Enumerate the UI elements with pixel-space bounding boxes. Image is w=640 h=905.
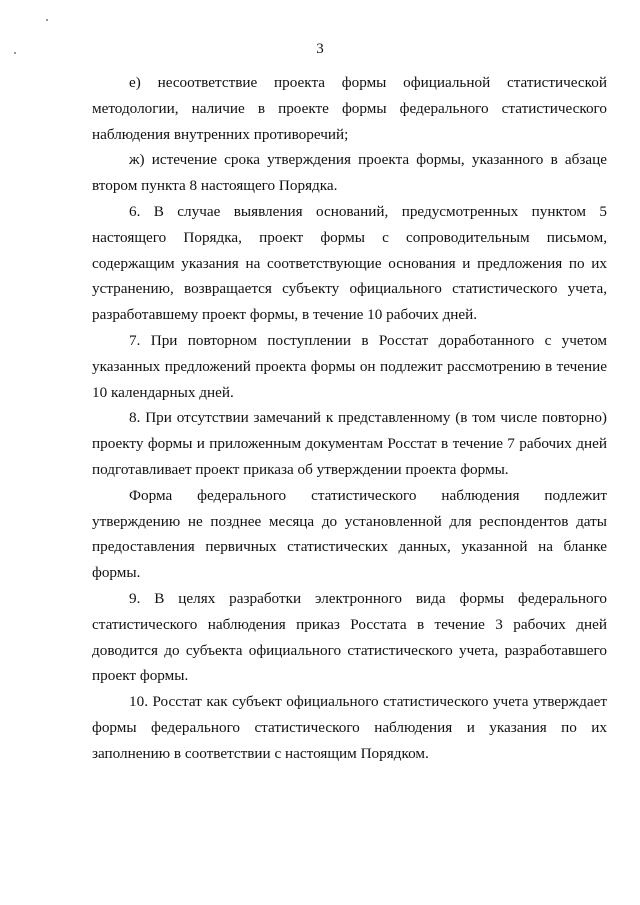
- paragraph-clause-7: 7. При повторном поступлении в Росстат доработанного с учетом указанных предложений проекта формы он подлежит рассмотрению в течение 10 календарных дней.: [92, 331, 607, 401]
- paragraph-item-zh: ж) истечение срока утверждения проекта формы, указанного в абзаце втором пункта 8 настоящего Порядка.: [92, 151, 607, 195]
- paragraph-form-approval: Форма федерального статистического наблюдения подлежит утверждению не позднее месяца до установленной для респондентов даты предоставления первичных статистических данных, указанной на бланке формы.: [92, 486, 607, 582]
- document-body: [92, 70, 607, 767]
- paragraph-clause-6: 6. В случае выявления оснований, предусмотренных пунктом 5 настоящего Порядка, проект формы с сопроводительным письмом, содержащим указания на соответствующие основания и предложения по их устранению, возвращается субъекту официального статистического учета, разработавшему проект формы, в течение 10 рабочих дней.: [92, 202, 607, 324]
- page-number: 3: [316, 41, 324, 57]
- scan-speck: [46, 19, 48, 21]
- paragraph-item-e: е) несоответствие проекта формы официальной статистической методологии, наличие в проекте формы федерального статистического наблюдения внутренних противоречий;: [92, 74, 607, 143]
- scan-speck: [14, 52, 16, 54]
- paragraph-clause-8: 8. При отсутствии замечаний к представленному (в том числе повторно) проекту формы и приложенным документам Росстат в течение 7 рабочих дней подготавливает проект приказа об утверждении проекта формы.: [92, 409, 607, 478]
- paragraph-clause-10: 10. Росстат как субъект официального статистического учета утверждает формы федерального статистического наблюдения и указания по их заполнению в соответствии с настоящим Порядком.: [92, 693, 607, 762]
- paragraph-clause-9: 9. В целях разработки электронного вида формы федерального статистического наблюдения приказ Росстата в течение 3 рабочих дней доводится до субъекта официального статистического учета, разработавшего проект формы.: [92, 589, 607, 685]
